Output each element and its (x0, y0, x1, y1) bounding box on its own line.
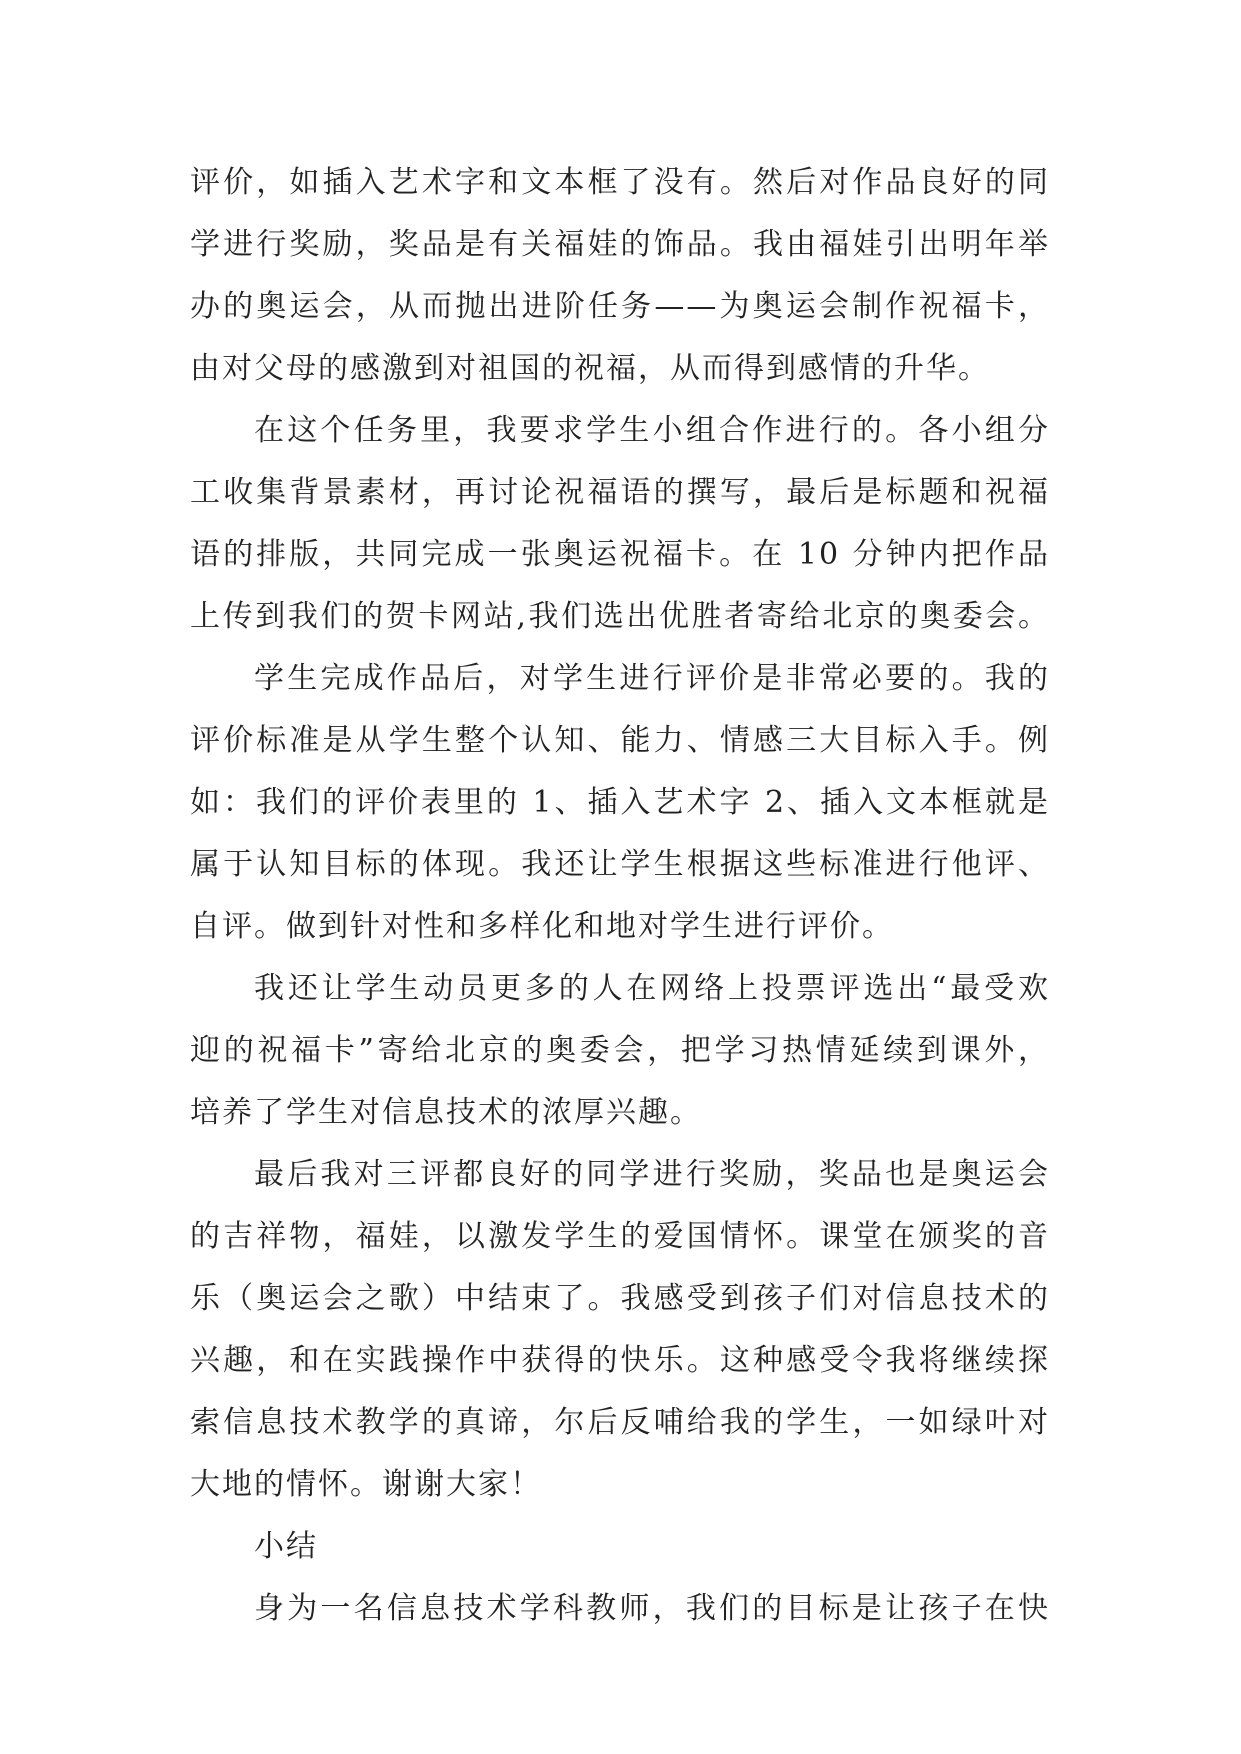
text-line: 自评。做到针对性和多样化和地对学生进行评价。 (190, 909, 894, 944)
text-line: 由对父母的感激到对祖国的祝福，从而得到感情的升华。 (190, 351, 990, 386)
text-line: 工收集背景素材，再讨论祝福语的撰写，最后是标题和祝福 (190, 475, 1050, 510)
paragraph-first-line: 在这个任务里，我要求学生小组合作进行的。各小组分 (254, 413, 1050, 448)
text-line: 兴趣，和在实践操作中获得的快乐。这种感受令我将继续探 (190, 1343, 1050, 1378)
text-line: 学进行奖励，奖品是有关福娃的饰品。我由福娃引出明年举 (190, 227, 1050, 262)
text-line: 属于认知目标的体现。我还让学生根据这些标准进行他评、 (190, 847, 1050, 882)
paragraph-first-line: 学生完成作品后，对学生进行评价是非常必要的。我的 (254, 661, 1050, 696)
paragraph-first-line: 我还让学生动员更多的人在网络上投票评选出“最受欢 (254, 971, 1050, 1006)
text-line: 索信息技术教学的真谛，尔后反哺给我的学生，一如绿叶对 (190, 1405, 1050, 1440)
text-line: 大地的情怀。谢谢大家！ (190, 1467, 542, 1502)
text-line: 乐（奥运会之歌）中结束了。我感受到孩子们对信息技术的 (190, 1281, 1050, 1316)
text-line: 如：我们的评价表里的 1、插入艺术字 2、插入文本框就是 (190, 785, 1050, 820)
text-line: 评价，如插入艺术字和文本框了没有。然后对作品良好的同 (190, 165, 1050, 200)
section-heading: 小结 (254, 1529, 318, 1564)
text-line: 办的奥运会，从而抛出进阶任务——为奥运会制作祝福卡， (190, 289, 1050, 324)
text-line: 的吉祥物，福娃，以激发学生的爱国情怀。课堂在颁奖的音 (190, 1219, 1050, 1254)
body-text (190, 152, 1050, 1640)
paragraph-first-line: 身为一名信息技术学科教师，我们的目标是让孩子在快 (254, 1591, 1050, 1626)
text-line: 语的排版，共同完成一张奥运祝福卡。在 10 分钟内把作品 (190, 537, 1050, 572)
text-line: 培养了学生对信息技术的浓厚兴趣。 (190, 1095, 702, 1130)
text-line: 上传到我们的贺卡网站,我们选出优胜者寄给北京的奥委会。 (190, 599, 1050, 634)
text-line: 迎的祝福卡”寄给北京的奥委会，把学习热情延续到课外， (190, 1033, 1050, 1068)
text-line: 评价标准是从学生整个认知、能力、情感三大目标入手。例 (190, 723, 1050, 758)
paragraph-first-line: 最后我对三评都良好的同学进行奖励，奖品也是奥运会 (254, 1157, 1050, 1192)
